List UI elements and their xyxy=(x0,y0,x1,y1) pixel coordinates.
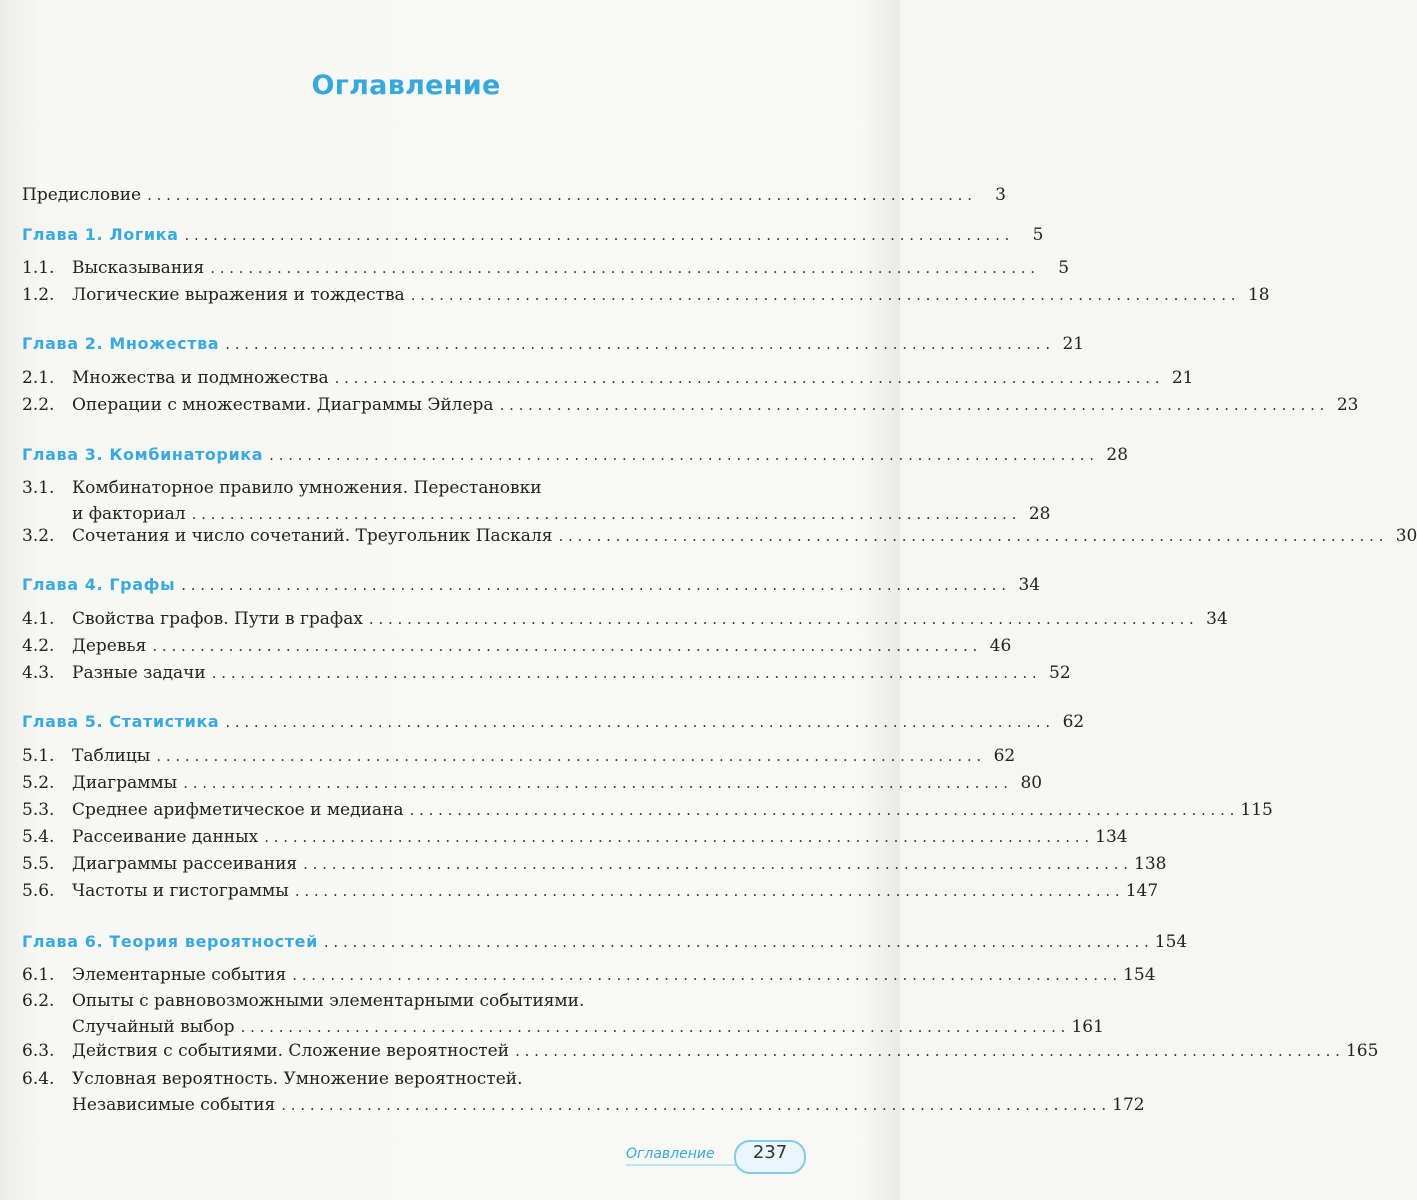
toc-entry-text: Предисловие xyxy=(22,185,142,205)
dot-leader xyxy=(212,660,1037,686)
toc-section-1-2[interactable] xyxy=(22,282,1270,308)
toc-page-number: 134 xyxy=(1095,827,1128,847)
dot-leader xyxy=(292,962,1117,988)
dot-leader xyxy=(241,1014,1066,1040)
toc-section-1-1[interactable] xyxy=(22,255,1070,281)
section-title: Диаграммы рассеивания xyxy=(72,854,298,874)
toc-chapter-4[interactable] xyxy=(22,572,1041,598)
toc-page-number: 21 xyxy=(1062,334,1085,354)
toc-section-5-2[interactable] xyxy=(22,770,1043,796)
section-title: Операции с множествами. Диаграммы Эйлера xyxy=(72,395,494,415)
dot-leader xyxy=(515,1038,1340,1064)
section-title-line-1: Условная вероятность. Умножение вероятностей. xyxy=(72,1069,523,1089)
section-number: 2.1. xyxy=(22,368,55,388)
dot-leader xyxy=(303,851,1128,877)
toc-section-3-1[interactable] xyxy=(22,475,1051,527)
toc-section-6-2[interactable] xyxy=(22,988,1104,1040)
toc-section-4-2[interactable] xyxy=(22,633,1012,659)
section-title: Действия с событиями. Сложение вероятностей xyxy=(72,1041,510,1061)
section-title: Элементарные события xyxy=(72,965,287,985)
section-number: 5.4. xyxy=(22,827,55,847)
section-title: Сочетания и число сочетаний. Треугольник Паскаля xyxy=(72,526,553,546)
toc-page-number: 154 xyxy=(1123,965,1156,985)
toc-page-number: 30 xyxy=(1395,526,1417,546)
toc-page-number: 147 xyxy=(1125,881,1159,901)
section-title: Множества и подмножества xyxy=(72,368,329,388)
toc-page-number: 5 xyxy=(1058,258,1070,278)
toc-section-5-1[interactable] xyxy=(22,743,1016,769)
toc-page-number: 161 xyxy=(1071,1017,1104,1037)
dot-leader xyxy=(181,572,1006,598)
toc-page-number: 18 xyxy=(1247,285,1270,305)
toc-section-5-4[interactable] xyxy=(22,824,1128,850)
toc-page-number: 28 xyxy=(1028,504,1051,524)
toc-page-number: 165 xyxy=(1345,1041,1379,1061)
chapter-title: Глава 3. Комбинаторика xyxy=(22,445,264,464)
section-title: Таблицы xyxy=(72,746,151,766)
section-title: Логические выражения и тождества xyxy=(72,285,405,305)
section-title: Свойства графов. Пути в графах xyxy=(72,609,363,629)
section-title: Рассеивание данных xyxy=(72,827,259,847)
toc-section-5-3[interactable] xyxy=(22,797,1273,823)
section-number: 2.2. xyxy=(22,395,55,415)
chapter-title: Глава 5. Статистика xyxy=(22,712,220,731)
dot-leader xyxy=(225,709,1050,735)
section-number: 6.1. xyxy=(22,965,55,985)
dot-leader xyxy=(324,929,1149,955)
toc-page-number: 62 xyxy=(993,746,1016,766)
toc-page-number: 62 xyxy=(1062,712,1085,732)
toc-section-5-6[interactable] xyxy=(22,878,1159,904)
section-number: 1.2. xyxy=(22,285,55,305)
section-number: 6.2. xyxy=(22,991,55,1011)
footer-page-number: 237 xyxy=(752,1142,788,1163)
dot-leader xyxy=(264,824,1089,850)
toc-chapter-5[interactable] xyxy=(22,709,1085,735)
toc-page-number: 80 xyxy=(1020,773,1043,793)
dot-leader xyxy=(410,797,1235,823)
section-number: 4.3. xyxy=(22,663,55,683)
dot-leader xyxy=(183,770,1008,796)
section-number: 5.1. xyxy=(22,746,55,766)
section-number: 6.3. xyxy=(22,1041,55,1061)
dot-leader xyxy=(558,523,1383,549)
toc-section-6-3[interactable] xyxy=(22,1038,1379,1064)
toc-page-number: 28 xyxy=(1106,445,1129,465)
section-number: 6.4. xyxy=(22,1069,55,1089)
chapter-title: Глава 2. Множества xyxy=(22,334,220,353)
page-footer xyxy=(626,1140,806,1174)
toc-page-number: 115 xyxy=(1240,800,1273,820)
toc-page-number: 138 xyxy=(1134,854,1167,874)
toc-page-number: 52 xyxy=(1049,663,1071,683)
dot-leader xyxy=(152,633,977,659)
section-number: 3.2. xyxy=(22,526,55,546)
footer-section-label: Оглавление xyxy=(626,1146,715,1162)
toc-page-number: 34 xyxy=(1018,575,1041,595)
section-title-line-1: Комбинаторное правило умножения. Перестановки xyxy=(72,478,542,498)
toc-chapter-2[interactable] xyxy=(22,331,1085,357)
toc-page-number: 46 xyxy=(989,636,1012,656)
section-title: Высказывания xyxy=(72,258,205,278)
toc-chapter-3[interactable] xyxy=(22,442,1129,468)
page-title: Оглавление xyxy=(311,70,501,101)
dot-leader xyxy=(210,255,1035,281)
dot-leader xyxy=(295,878,1120,904)
toc-page-number: 5 xyxy=(1032,225,1044,245)
toc-chapter-6[interactable] xyxy=(22,929,1188,955)
section-number: 1.1. xyxy=(22,258,55,278)
section-title: Деревья xyxy=(72,636,147,656)
dot-leader xyxy=(411,282,1236,308)
toc-page-number: 3 xyxy=(995,185,1006,205)
toc-section-3-2[interactable] xyxy=(22,523,1417,549)
section-number: 5.3. xyxy=(22,800,55,820)
section-title-line-2: Случайный выбор xyxy=(72,1017,235,1037)
toc-page-number: 154 xyxy=(1154,932,1188,952)
chapter-title: Глава 6. Теория вероятностей xyxy=(22,932,318,951)
section-number: 5.2. xyxy=(22,773,55,793)
toc-section-4-3[interactable] xyxy=(22,660,1071,686)
chapter-title: Глава 1. Логика xyxy=(22,225,179,244)
toc-preface[interactable] xyxy=(22,182,1006,208)
toc-section-5-5[interactable] xyxy=(22,851,1167,877)
section-title-line-2: и факториал xyxy=(72,504,186,524)
section-title: Разные задачи xyxy=(72,663,206,683)
toc-section-6-4[interactable] xyxy=(22,1066,1145,1118)
chapter-title: Глава 4. Графы xyxy=(22,575,176,594)
section-number: 5.6. xyxy=(22,881,55,901)
dot-leader xyxy=(369,606,1194,632)
dot-leader xyxy=(156,743,981,769)
toc-page-number: 23 xyxy=(1336,395,1359,415)
toc-section-4-1[interactable] xyxy=(22,606,1228,632)
section-title: Частоты и гистограммы xyxy=(72,881,289,901)
section-number: 4.1. xyxy=(22,609,55,629)
section-title: Среднее арифметическое и медиана xyxy=(72,800,404,820)
dot-leader xyxy=(225,331,1050,357)
toc-page-number: 172 xyxy=(1112,1095,1145,1115)
section-number: 5.5. xyxy=(22,854,55,874)
section-title-line-2: Независимые события xyxy=(72,1095,276,1115)
dot-leader xyxy=(185,222,1010,248)
toc-section-6-1[interactable] xyxy=(22,962,1156,988)
dot-leader xyxy=(500,392,1325,418)
section-title: Диаграммы xyxy=(72,773,178,793)
toc-page-number: 21 xyxy=(1171,368,1194,388)
toc-chapter-1[interactable] xyxy=(22,222,1044,248)
dot-leader xyxy=(147,182,972,208)
toc-section-2-2[interactable] xyxy=(22,392,1359,418)
dot-leader xyxy=(335,365,1160,391)
section-title-line-1: Опыты с равновозможными элементарными событиями. xyxy=(72,991,585,1011)
footer-rule xyxy=(626,1164,738,1166)
dot-leader xyxy=(281,1092,1106,1118)
toc-page-number: 34 xyxy=(1206,609,1228,629)
dot-leader xyxy=(269,442,1094,468)
toc-section-2-1[interactable] xyxy=(22,365,1194,391)
section-number: 3.1. xyxy=(22,478,55,498)
section-number: 4.2. xyxy=(22,636,55,656)
